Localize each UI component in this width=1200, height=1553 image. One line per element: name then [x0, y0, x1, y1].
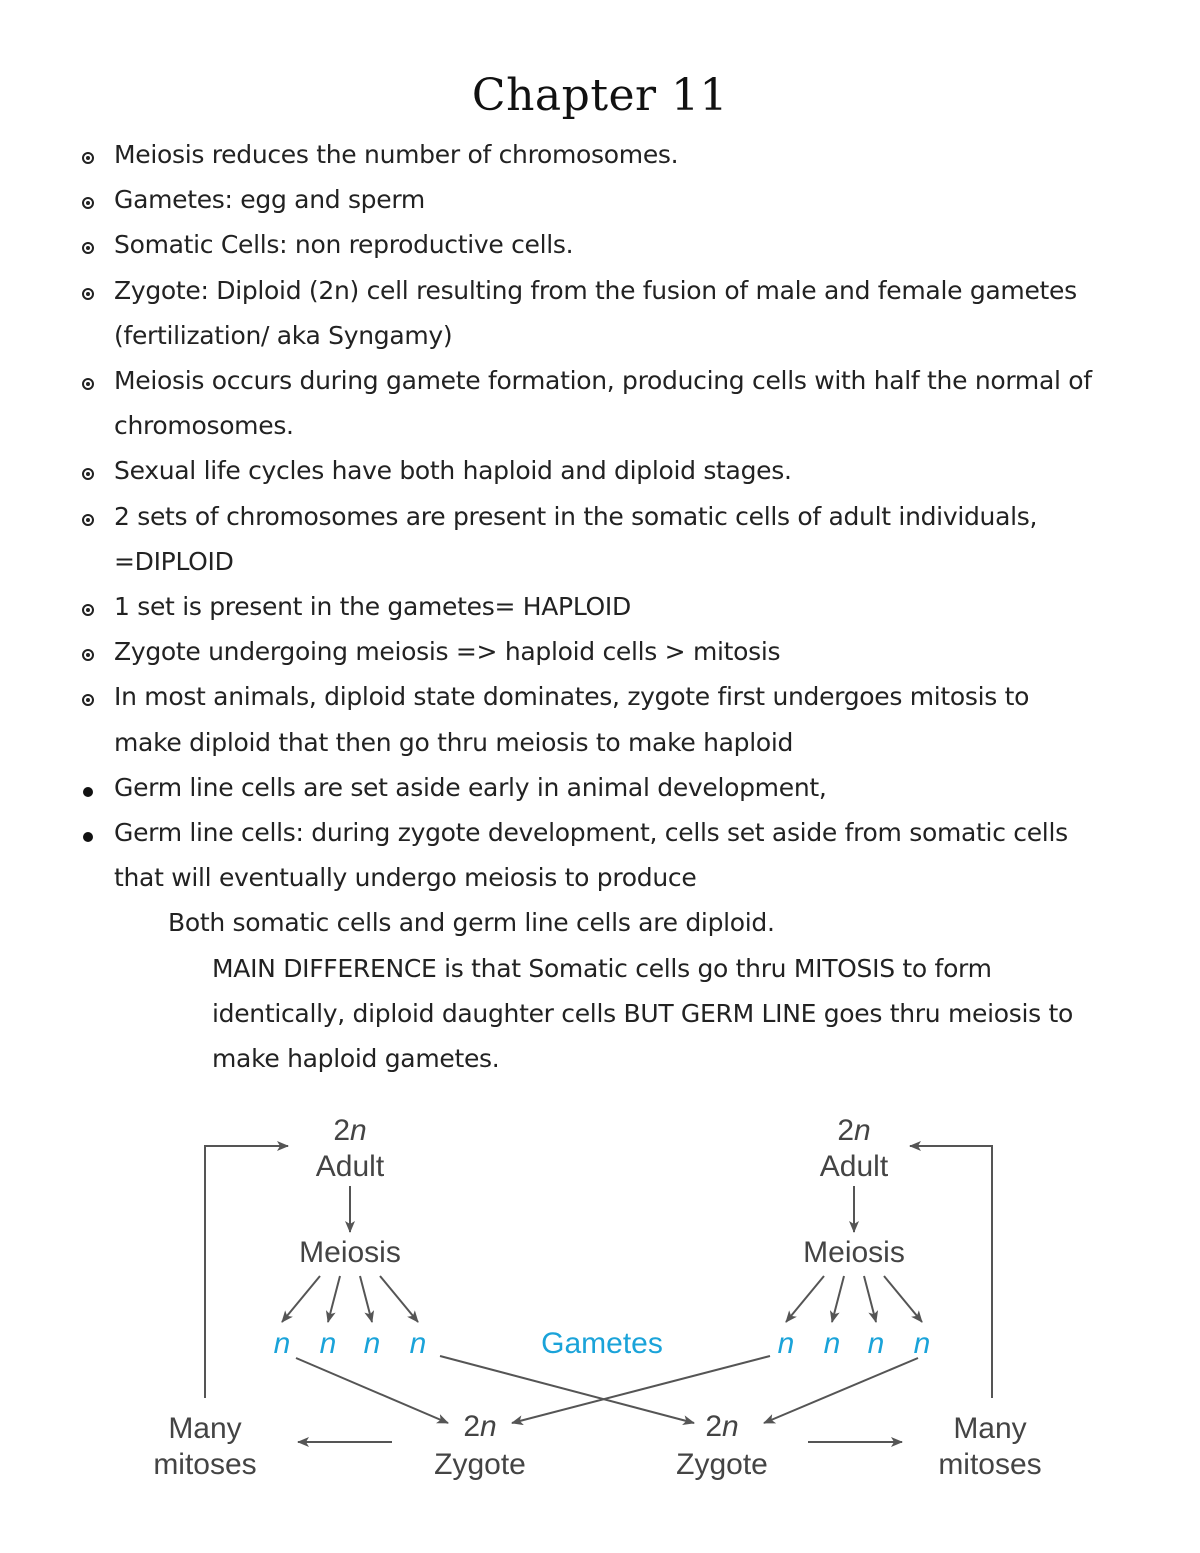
bullet-text: Sexual life cycles have both haploid and diploid stages. [114, 456, 792, 486]
bullet-circle-icon [82, 197, 94, 209]
bullet-circle-icon [82, 694, 94, 706]
left-mitoses-label: mitoses [153, 1448, 257, 1481]
left-meiosis-to-gamete-arrow [328, 1276, 340, 1322]
main-difference-note: MAIN DIFFERENCE is that Somatic cells go thru MITOSIS to form [212, 953, 992, 983]
bullet-text: chromosomes. [114, 411, 294, 441]
bullet-text: Meiosis occurs during gamete formation, producing cells with half the normal of [114, 366, 1092, 395]
gametes-label: Gametes [541, 1327, 663, 1360]
right-zygote-ploidy: 2n [705, 1410, 739, 1443]
right-cycle-return-arrow [910, 1146, 992, 1398]
sub-note: Both somatic cells and germ line cells are diploid. [168, 908, 775, 938]
right-zygote-label: Zygote [676, 1448, 768, 1481]
bullet-circle-icon [82, 152, 94, 164]
left-many-label: Many [168, 1412, 242, 1445]
bullet-text: Zygote undergoing meiosis => haploid cells > mitosis [114, 637, 781, 667]
page-title: Chapter 11 [471, 70, 729, 121]
left-meiosis-label: Meiosis [299, 1236, 401, 1269]
bullet-disc-icon [83, 787, 93, 797]
right-meiosis-label: Meiosis [803, 1236, 905, 1269]
bullet-text: Germ line cells are set aside early in animal development, [114, 772, 827, 802]
bullet-text: Germ line cells: during zygote development, cells set aside from somatic cells [114, 818, 1068, 847]
gamete-to-right-zygote-arrow [764, 1358, 918, 1423]
bullet-text: Zygote: Diploid (2n) cell resulting from the fusion of male and female gametes [114, 275, 1077, 305]
bullet-text: In most animals, diploid state dominates, zygote first undergoes mitosis to [114, 682, 1030, 712]
right-many-label: Many [953, 1412, 1027, 1445]
left-gamete-n: n [363, 1327, 381, 1360]
left-zygote-ploidy: 2n [463, 1410, 497, 1443]
bullet-text: Gametes: egg and sperm [114, 185, 425, 215]
diagram-arrows [205, 1146, 992, 1442]
bullet-circle-icon [82, 288, 94, 300]
bullet-circle-icon [82, 468, 94, 480]
left-adult-ploidy: 2n [333, 1114, 367, 1147]
right-gamete-n: n [777, 1327, 795, 1360]
right-adult-label: Adult [819, 1150, 889, 1183]
left-zygote-label: Zygote [434, 1448, 526, 1481]
bullet-text: that will eventually undergo meiosis to produce [114, 863, 697, 893]
main-difference-note: identically, diploid daughter cells BUT GERM LINE goes thru meiosis to [212, 998, 1073, 1028]
right-meiosis-to-gamete-arrow [832, 1276, 844, 1322]
bullet-circle-icon [82, 604, 94, 616]
left-adult-label: Adult [315, 1150, 385, 1183]
main-difference-note: make haploid gametes. [212, 1044, 500, 1073]
bullet-text: Somatic Cells: non reproductive cells. [114, 230, 574, 260]
right-meiosis-to-gamete-arrow [786, 1276, 824, 1322]
gamete-to-left-zygote-arrow [296, 1358, 448, 1423]
bullet-circle-icon [82, 378, 94, 390]
bullet-disc-icon [83, 832, 93, 842]
right-adult-ploidy: 2n [837, 1114, 871, 1147]
left-meiosis-to-gamete-arrow [282, 1276, 320, 1322]
life-cycle-diagram [0, 1100, 1200, 1540]
right-mitoses-label: mitoses [938, 1448, 1042, 1481]
diagram-labels [153, 1114, 1041, 1481]
left-meiosis-to-gamete-arrow [380, 1276, 418, 1322]
right-gamete-n: n [823, 1327, 841, 1360]
bullet-circle-icon [82, 514, 94, 526]
left-gamete-n: n [409, 1327, 427, 1360]
left-meiosis-to-gamete-arrow [360, 1276, 372, 1322]
right-gamete-n: n [913, 1327, 931, 1360]
right-meiosis-to-gamete-arrow [884, 1276, 922, 1322]
left-gamete-n: n [319, 1327, 337, 1360]
bullet-text: =DIPLOID [114, 546, 234, 576]
bullet-circle-icon [82, 242, 94, 254]
bullet-text: 2 sets of chromosomes are present in the somatic cells of adult individuals, [114, 501, 1038, 531]
bullet-circle-icon [82, 649, 94, 661]
right-meiosis-to-gamete-arrow [864, 1276, 876, 1322]
bullet-text: (fertilization/ aka Syngamy) [114, 320, 453, 350]
bullet-text: make diploid that then go thru meiosis to make haploid [114, 727, 794, 757]
right-gamete-n: n [867, 1327, 885, 1360]
left-cycle-return-arrow [205, 1146, 288, 1398]
bullet-text: Meiosis reduces the number of chromosomes. [114, 140, 679, 169]
left-gamete-n: n [273, 1327, 291, 1360]
bullet-text: 1 set is present in the gametes= HAPLOID [114, 592, 631, 621]
